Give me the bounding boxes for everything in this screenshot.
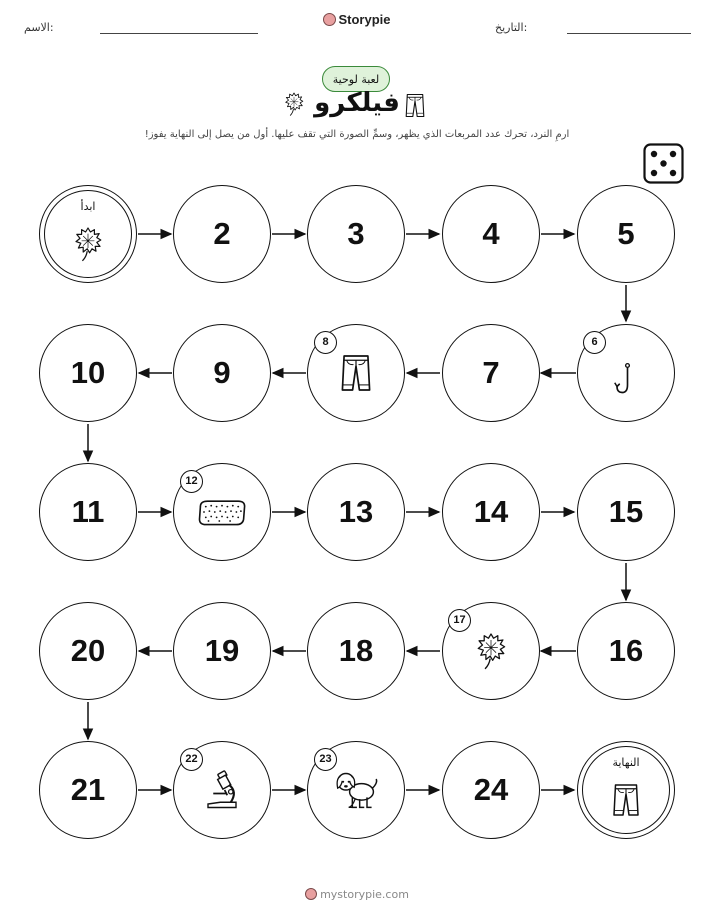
cell-number-badge: 8 [314, 331, 337, 354]
cell-number-badge: 23 [314, 748, 337, 771]
pants-icon [339, 351, 373, 395]
start-label: ابدأ [80, 200, 96, 213]
board-cell-13: 13 [307, 463, 405, 561]
board-cell-5: 5 [577, 185, 675, 283]
instructions: ارمِ النرد، تحرك عدد المربعات الذي يظهر، وسمِّ الصورة التي تقف عليها. أول من يصل إلى النهاية يفوز! [144, 129, 570, 140]
board-cell-16: 16 [577, 602, 675, 700]
cell-number-badge: 22 [180, 748, 203, 771]
board-cell-end [577, 741, 675, 839]
footer-link[interactable]: mystorypie.com [320, 888, 409, 901]
board-cell-7: 7 [442, 324, 540, 422]
date-label: التاريخ: [495, 21, 528, 34]
board-cell-15: 15 [577, 463, 675, 561]
burr-icon [72, 224, 104, 264]
cell-number-badge: 17 [448, 609, 471, 632]
board-cell-9: 9 [173, 324, 271, 422]
board-cell-3: 3 [307, 185, 405, 283]
board-cell-18: 18 [307, 602, 405, 700]
board-cell-14: 14 [442, 463, 540, 561]
bear-logo-icon [305, 888, 317, 900]
pants-icon [611, 780, 641, 820]
burr-icon [474, 630, 508, 672]
board-cell-start [39, 185, 137, 283]
end-label: النهاية [612, 756, 640, 769]
board-cell-10: 10 [39, 324, 137, 422]
footer [0, 888, 714, 901]
board-cell-2: 2 [173, 185, 271, 283]
board-cell-4: 4 [442, 185, 540, 283]
sponge-icon [195, 494, 249, 530]
board-game-badge: لعبة لوحية [322, 66, 390, 92]
microscope-icon [201, 769, 243, 811]
page-title: فيلكرو [314, 88, 400, 118]
cell-number-badge: 6 [583, 331, 606, 354]
board-cell-19: 19 [173, 602, 271, 700]
storypie-logo: Storypie [0, 12, 714, 27]
board-cell-11: 11 [39, 463, 137, 561]
fish-hook-icon [611, 359, 641, 399]
puppy-icon [332, 768, 380, 812]
board-cell-21: 21 [39, 741, 137, 839]
cell-number-badge: 12 [180, 470, 203, 493]
board-cell-24: 24 [442, 741, 540, 839]
name-label: الاسم: [24, 21, 54, 34]
board-cell-20: 20 [39, 602, 137, 700]
